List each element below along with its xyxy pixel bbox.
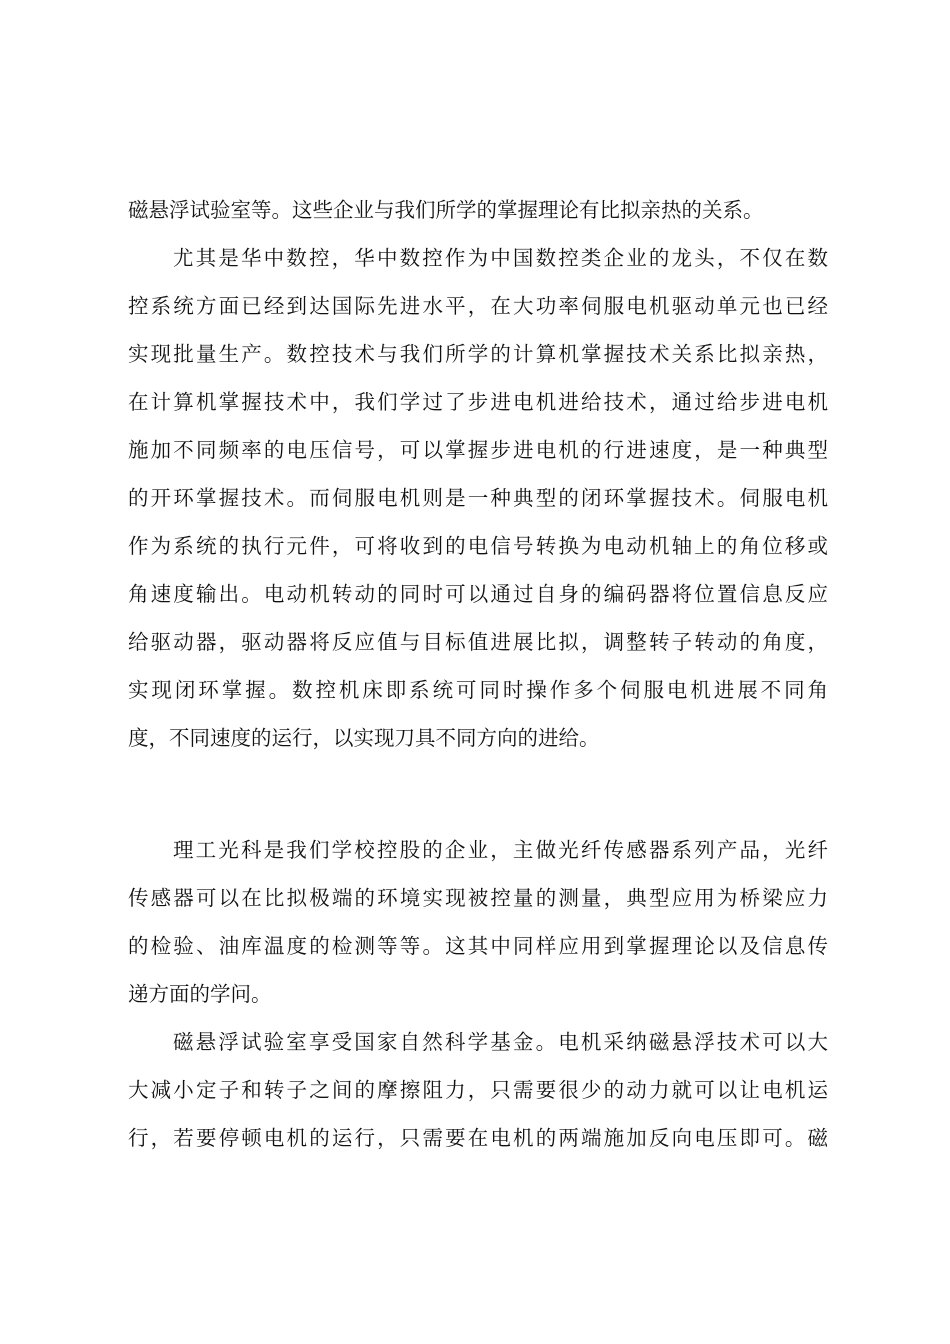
paragraph-2-line-8: 角速度输出。电动机转动的同时可以通过自身的编码器将位置信息反应 (128, 582, 828, 606)
paragraph-2-line-10: 实现闭环掌握。数控机床即系统可同时操作多个伺服电机进展不同角 (128, 678, 828, 702)
paragraph-1-line-1: 磁悬浮试验室等。这些企业与我们所学的掌握理论有比拟亲热的关系。 (128, 198, 764, 222)
paragraph-3-line-1: 理工光科是我们学校控股的企业，主做光纤传感器系列产品，光纤 (173, 838, 828, 862)
paragraph-2-line-4: 在计算机掌握技术中，我们学过了步进电机进给技术，通过给步进电机 (128, 390, 828, 414)
paragraph-2-line-7: 作为系统的执行元件，可将收到的电信号转换为电动机轴上的角位移或 (128, 534, 828, 558)
paragraph-2-line-2: 控系统方面已经到达国际先进水平，在大功率伺服电机驱动单元也已经 (128, 294, 828, 318)
paragraph-4-line-1: 磁悬浮试验室享受国家自然科学基金。电机采纳磁悬浮技术可以大 (173, 1030, 828, 1054)
paragraph-2-line-9: 给驱动器，驱动器将反应值与目标值进展比拟，调整转子转动的角度， (128, 630, 828, 654)
paragraph-4-line-3: 行，若要停顿电机的运行，只需要在电机的两端施加反向电压即可。磁 (128, 1126, 828, 1150)
paragraph-2-line-6: 的开环掌握技术。而伺服电机则是一种典型的闭环掌握技术。伺服电机 (128, 486, 828, 510)
paragraph-2-line-1: 尤其是华中数控，华中数控作为中国数控类企业的龙头，不仅在数 (173, 246, 828, 270)
paragraph-4-line-2: 大减小定子和转子之间的摩擦阻力，只需要很少的动力就可以让电机运 (128, 1078, 828, 1102)
paragraph-2-line-11: 度，不同速度的运行，以实现刀具不同方向的进给。 (128, 726, 600, 750)
paragraph-2-line-5: 施加不同频率的电压信号，可以掌握步进电机的行进速度，是一种典型 (128, 438, 828, 462)
paragraph-3-line-4: 递方面的学问。 (128, 982, 272, 1006)
paragraph-2-line-3: 实现批量生产。数控技术与我们所学的计算机掌握技术关系比拟亲热， (128, 342, 828, 366)
paragraph-3-line-2: 传感器可以在比拟极端的环境实现被控量的测量，典型应用为桥梁应力 (128, 886, 828, 910)
paragraph-3-line-3: 的检验、油库温度的检测等等。这其中同样应用到掌握理论以及信息传 (128, 934, 828, 958)
